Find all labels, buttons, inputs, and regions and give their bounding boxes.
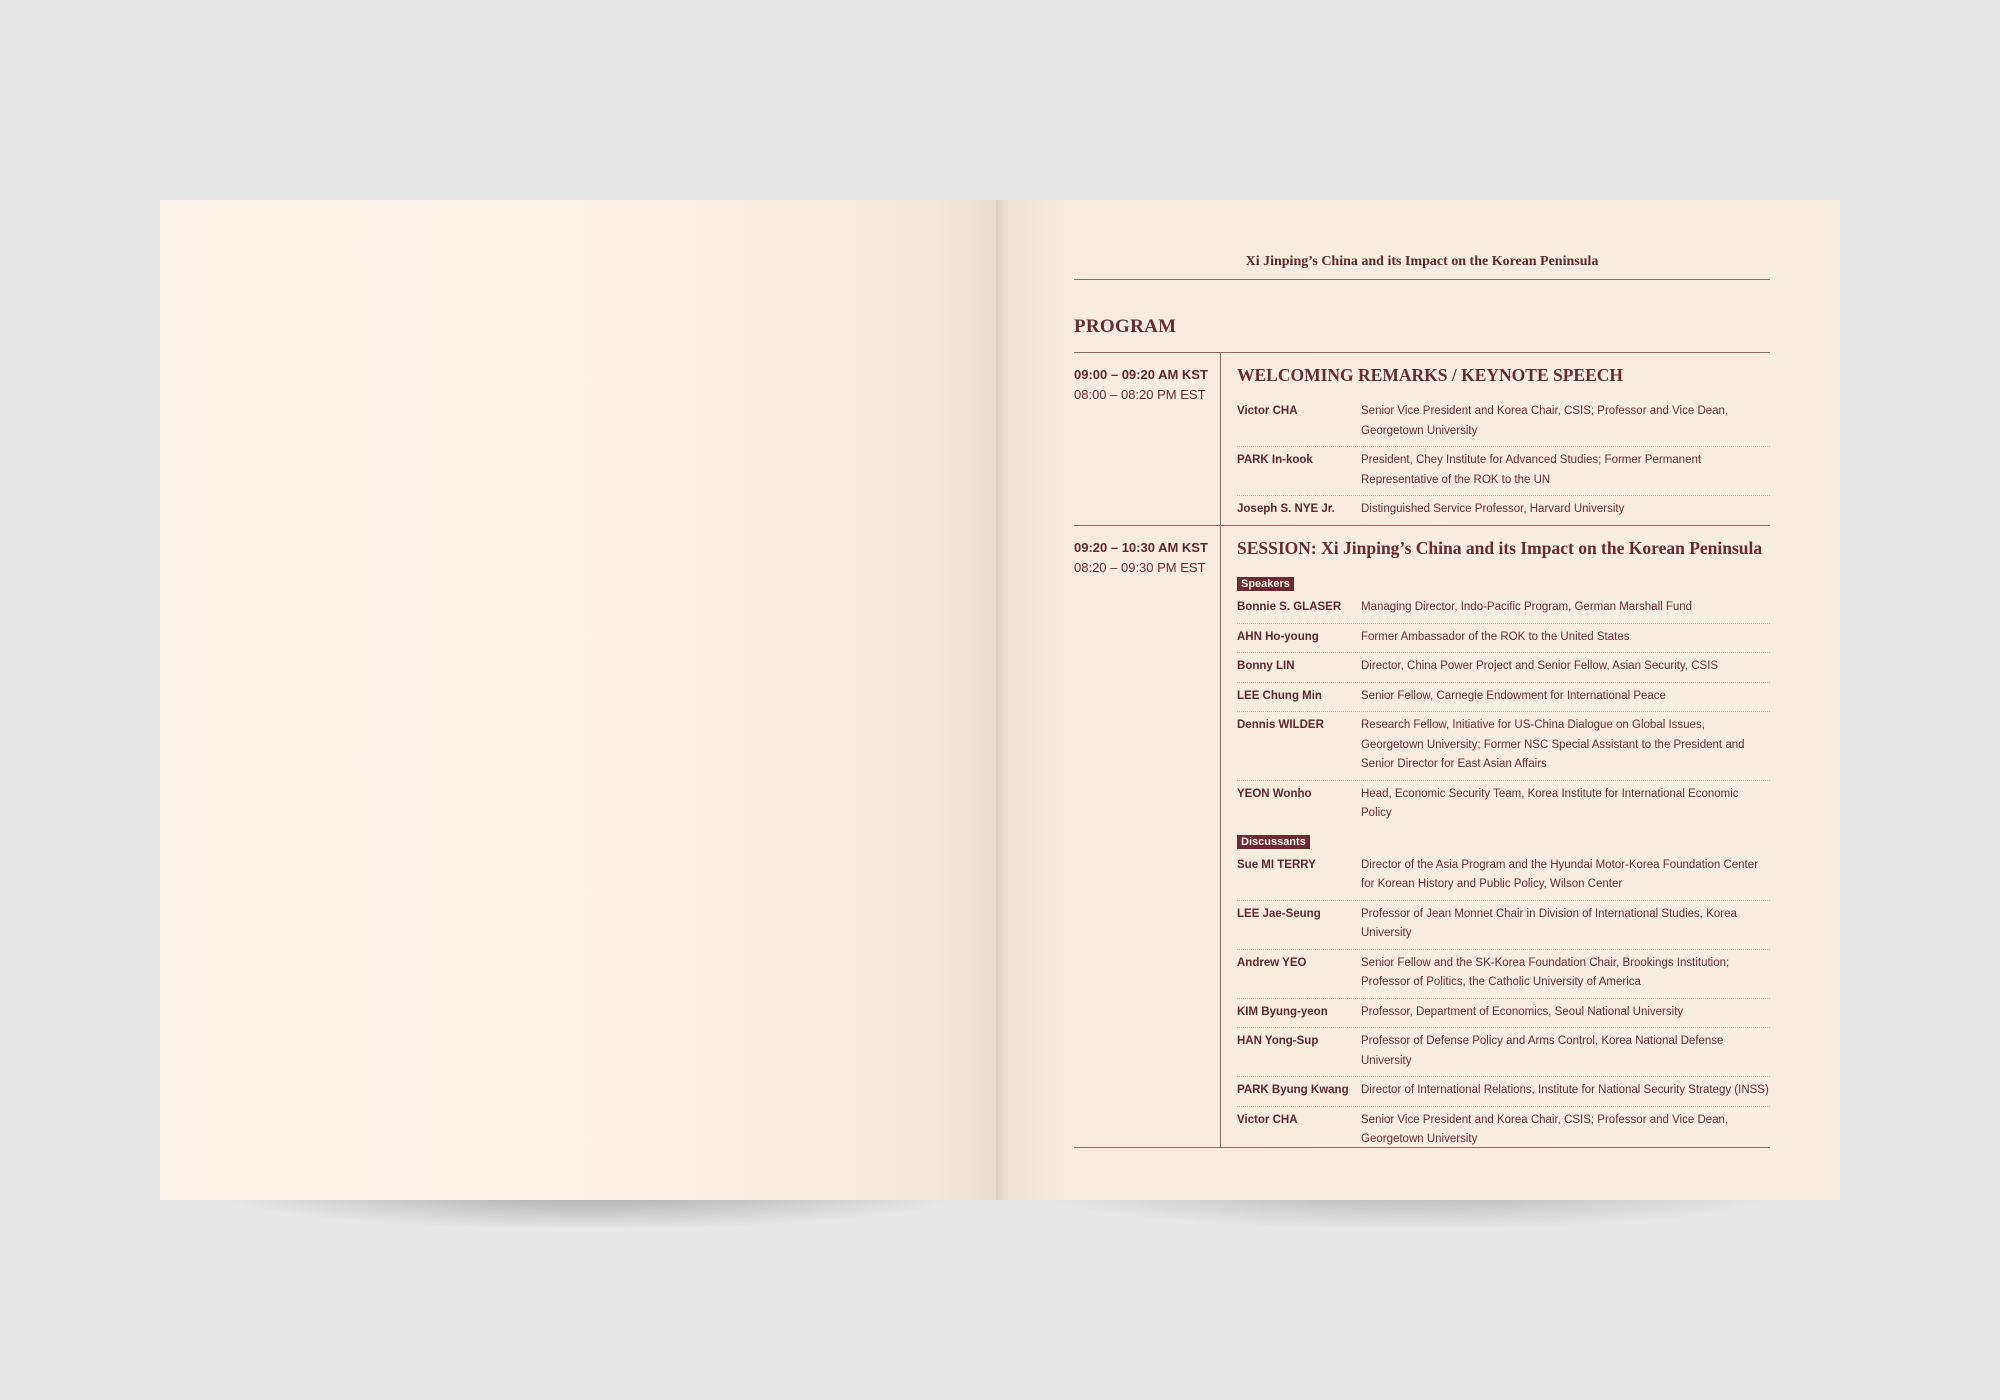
person-name: Victor CHA — [1237, 1113, 1298, 1126]
person-name: Dennis WILDER — [1237, 719, 1324, 731]
person-name: Victor CHA — [1237, 405, 1298, 417]
person-name: PARK In-kook — [1237, 454, 1313, 466]
person-affiliation: Senior Vice President and Korea Chair, CSIS; Professor and Vice Dean, Georgetown University — [1361, 1113, 1729, 1145]
session-body — [1237, 353, 1770, 525]
person-affiliation: Professor of Jean Monnet Chair in Division of International Studies, Korea University — [1361, 907, 1737, 939]
program-title: PROGRAM — [1074, 316, 1177, 337]
person-affiliation: Distinguished Service Professor, Harvard University — [1361, 503, 1625, 515]
list-item — [1237, 496, 1770, 525]
person-affiliation: Senior Fellow, Carnegie Endowment for International Peace — [1361, 689, 1666, 702]
list-item — [1237, 683, 1770, 713]
person-affiliation: Professor, Department of Economics, Seoul National University — [1361, 1005, 1684, 1018]
list-item — [1237, 712, 1770, 781]
time-kst: 09:20 – 10:30 AM KST — [1074, 540, 1208, 555]
program-block-welcoming — [1074, 352, 1770, 525]
person-name: KIM Byung-yeon — [1237, 1005, 1328, 1018]
person-name: YEON Wonho — [1237, 787, 1312, 800]
person-affiliation: President, Chey Institute for Advanced Studies; Former Permanent Representative of the ROK to the UN — [1361, 454, 1702, 486]
list-item — [1237, 1077, 1770, 1107]
time-est: 08:00 – 08:20 PM EST — [1074, 387, 1206, 402]
person-affiliation: Director, China Power Project and Senior Fellow, Asian Security, CSIS — [1361, 660, 1719, 672]
person-name: Sue MI TERRY — [1237, 858, 1316, 871]
list-item — [1237, 398, 1770, 447]
program-block-session — [1074, 525, 1770, 1148]
person-name: PARK Byung Kwang — [1237, 1084, 1349, 1096]
discussants-tag: Discussants — [1237, 835, 1310, 849]
person-affiliation: Head, Economic Security Team, Korea Institute for International Economic Policy — [1361, 787, 1739, 819]
header-rule — [1074, 279, 1770, 280]
person-affiliation: Senior Fellow and the SK-Korea Foundation Chair, Brookings Institution; Professor of Politics, the Catholic University of America — [1361, 956, 1730, 988]
list-item — [1237, 781, 1770, 829]
person-affiliation: Managing Director, Indo-Pacific Program, German Marshall Fund — [1361, 601, 1693, 613]
time-est: 08:20 – 09:30 PM EST — [1074, 560, 1206, 575]
book-spine — [996, 200, 1006, 1200]
right-page — [1002, 200, 1840, 1200]
running-title: Xi Jinping’s China and its Impact on the Korean Peninsula — [1245, 254, 1599, 269]
person-name: Joseph S. NYE Jr. — [1237, 503, 1335, 515]
left-page-blank — [160, 200, 1000, 1200]
person-name: HAN Yong-Sup — [1237, 1035, 1319, 1047]
session-title: SESSION: Xi Jinping’s China and its Impact on the Korean Peninsula — [1237, 538, 1763, 558]
person-affiliation: Research Fellow, Initiative for US-China Dialogue on Global Issues, Georgetown University; Former NSC Special Assistant to the President and Senior Director for East Asian Affairs — [1361, 719, 1745, 770]
list-item — [1237, 1107, 1770, 1155]
list-item — [1237, 594, 1770, 624]
person-name: AHN Ho-young — [1237, 630, 1319, 643]
list-item — [1237, 950, 1770, 999]
person-name: LEE Jae-Seung — [1237, 907, 1321, 920]
list-item — [1237, 447, 1770, 496]
time-column — [1074, 353, 1221, 525]
person-name: Andrew YEO — [1237, 956, 1307, 969]
session-body — [1237, 526, 1770, 1155]
list-item — [1237, 624, 1770, 654]
list-item — [1237, 901, 1770, 950]
person-name: Bonnie S. GLASER — [1237, 601, 1342, 613]
list-item — [1237, 999, 1770, 1029]
time-kst: 09:00 – 09:20 AM KST — [1074, 367, 1208, 382]
person-affiliation: Senior Vice President and Korea Chair, CSIS; Professor and Vice Dean, Georgetown University — [1361, 405, 1729, 437]
person-affiliation: Director of the Asia Program and the Hyundai Motor-Korea Foundation Center for Korean History and Public Policy, Wilson Center — [1361, 858, 1758, 890]
list-item — [1237, 1028, 1770, 1077]
discussants-list — [1237, 852, 1770, 1155]
person-affiliation: Professor of Defense Policy and Arms Control, Korea National Defense University — [1361, 1035, 1724, 1067]
speakers-tag: Speakers — [1237, 577, 1294, 591]
time-column — [1074, 526, 1221, 1147]
person-name: Bonny LIN — [1237, 660, 1295, 672]
session-title: WELCOMING REMARKS / KEYNOTE SPEECH — [1237, 365, 1624, 385]
list-item — [1237, 852, 1770, 901]
person-affiliation: Former Ambassador of the ROK to the United States — [1361, 630, 1630, 643]
person-name: LEE Chung Min — [1237, 689, 1322, 702]
brochure-spread — [160, 200, 1840, 1200]
list-item — [1237, 653, 1770, 683]
person-affiliation: Director of International Relations, Institute for National Security Strategy (INSS) — [1361, 1084, 1769, 1096]
people-list — [1237, 398, 1770, 525]
speakers-list — [1237, 594, 1770, 829]
